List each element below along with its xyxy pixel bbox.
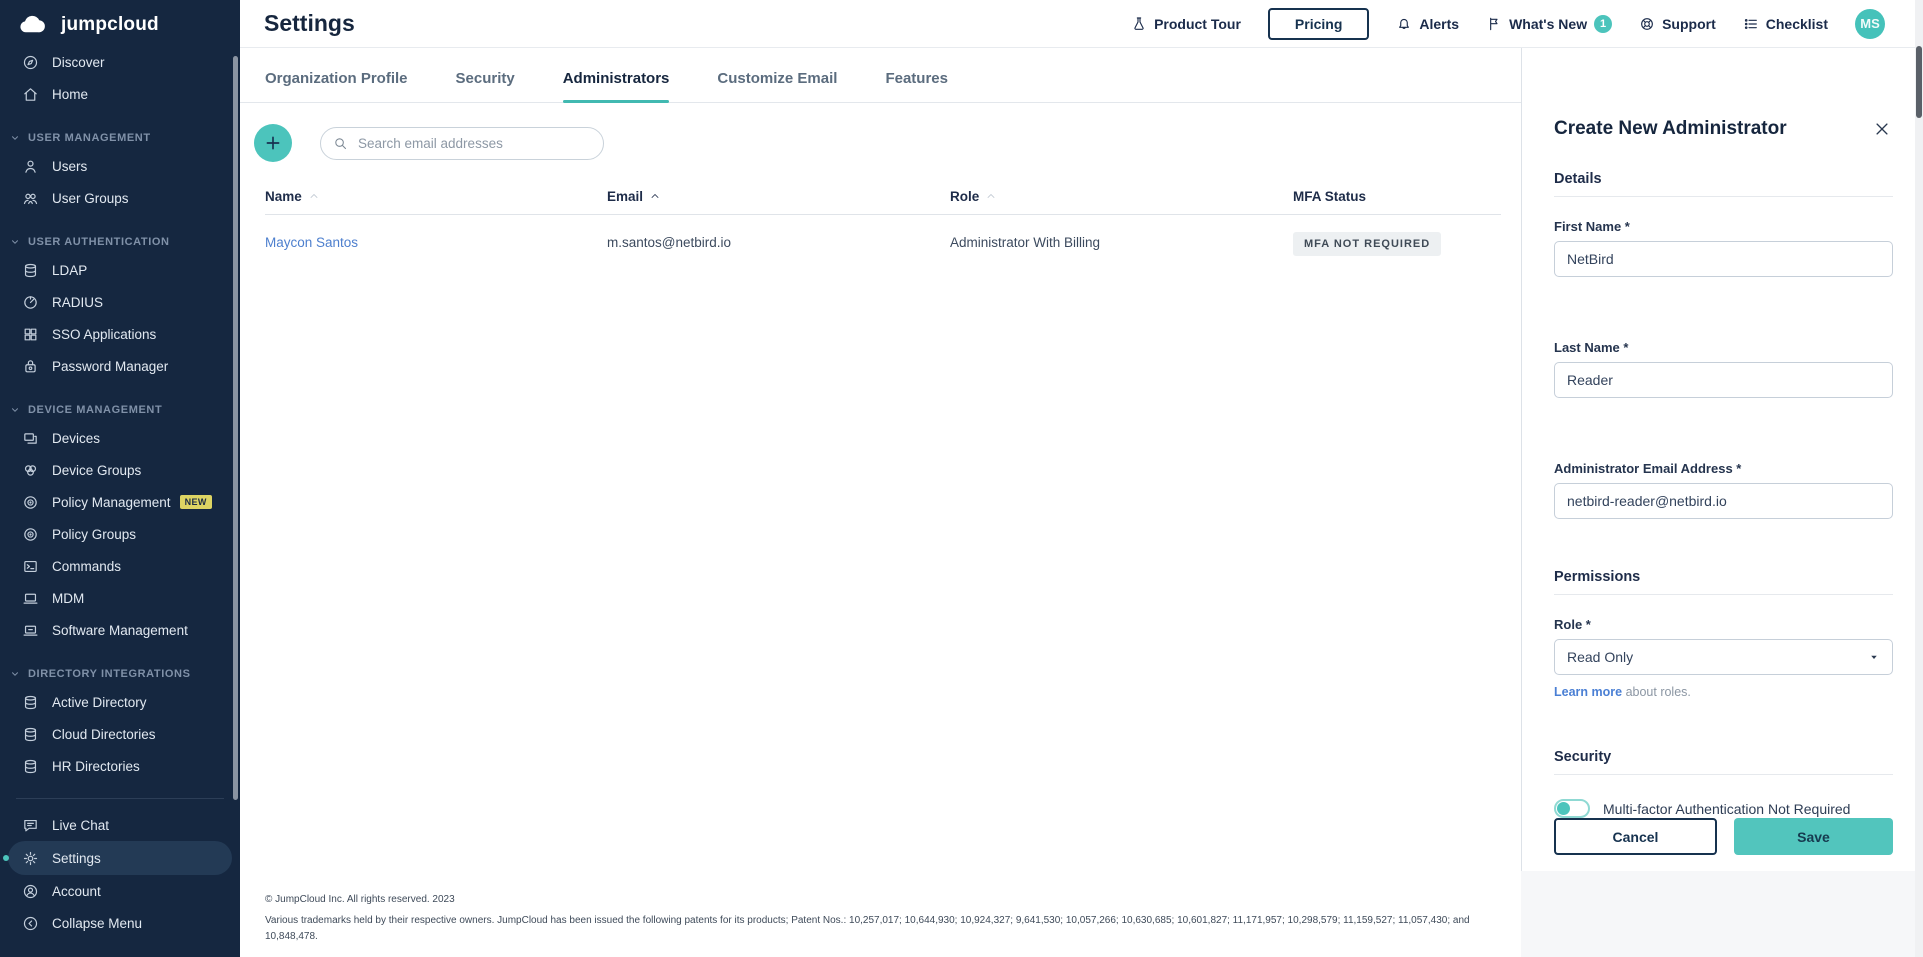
- sidebar-item-label: Discover: [52, 54, 105, 70]
- sidebar-item-account[interactable]: [0, 875, 240, 907]
- tab-organization-profile[interactable]: Organization Profile: [265, 70, 408, 87]
- column-label: Email: [607, 188, 644, 204]
- sidebar-item-sso-applications[interactable]: [0, 318, 240, 350]
- tab-security[interactable]: Security: [455, 70, 515, 87]
- user-icon: [22, 158, 39, 175]
- sidebar-item-settings[interactable]: [8, 841, 232, 875]
- admin-role: Administrator With Billing: [950, 234, 1101, 250]
- sidebar-section-label: DIRECTORY INTEGRATIONS: [28, 668, 191, 680]
- sidebar-nav: [0, 46, 240, 782]
- sidebar-item-software-management[interactable]: [0, 614, 240, 646]
- copyright-text: © JumpCloud Inc. All rights reserved. 2023: [265, 894, 455, 905]
- radius-icon: [22, 294, 39, 311]
- footer: [240, 894, 1521, 957]
- mfa-toggle-knob: [1557, 802, 1570, 815]
- last-name-field[interactable]: [1554, 362, 1893, 398]
- sidebar-section-label: USER AUTHENTICATION: [28, 236, 170, 248]
- search-input[interactable]: [320, 127, 604, 160]
- sidebar-item-label: Commands: [52, 558, 122, 574]
- patents-text: Various trademarks held by their respective owners. JumpCloud has been issued the following patents for its products; Patent Nos.: 10,257,017; 10,644,930; 10,924,327; 9,641,530; 10,057,266; 10,630,685; 10,601,827; 11,171,957; 10,298,579; 11,159,527; 11,057,430; and 10,848,478.: [265, 915, 1470, 942]
- sidebar-item-users[interactable]: [0, 150, 240, 182]
- bell-icon: [1396, 16, 1412, 32]
- security-heading: Security: [1554, 749, 1893, 775]
- lock-icon: [22, 358, 39, 375]
- checklist-button[interactable]: [1743, 16, 1828, 32]
- sidebar-item-label: Collapse Menu: [52, 915, 143, 931]
- column-header-mfa-status: [1293, 189, 1521, 204]
- sidebar-section-user-management[interactable]: [10, 132, 240, 144]
- sidebar-scrollbar[interactable]: [233, 56, 238, 800]
- column-header-role[interactable]: [950, 189, 1293, 204]
- sidebar-item-active-directory[interactable]: [0, 686, 240, 718]
- tab-administrators[interactable]: Administrators: [563, 70, 670, 102]
- header-actions: [1131, 8, 1885, 40]
- mfa-row: [1554, 799, 1893, 818]
- search-icon: [333, 136, 348, 151]
- chevron-down-icon: [10, 237, 20, 247]
- product-tour-button[interactable]: [1131, 16, 1241, 32]
- target-icon: [22, 526, 39, 543]
- first-name-label: First Name *: [1554, 219, 1630, 234]
- flask-icon: [1131, 16, 1147, 32]
- support-label: Support: [1662, 15, 1716, 32]
- caret-down-icon: [1868, 651, 1880, 663]
- sidebar-divider: [16, 798, 224, 799]
- page-scrollbar-thumb[interactable]: [1916, 46, 1922, 118]
- cancel-button[interactable]: Cancel: [1554, 818, 1717, 855]
- checklist-icon: [1743, 16, 1759, 32]
- sort-ascending-icon: [308, 190, 320, 202]
- tab-features[interactable]: Features: [885, 70, 948, 87]
- sidebar-item-label: Active Directory: [52, 694, 147, 710]
- collapse-icon: [22, 915, 39, 932]
- mfa-toggle-label: Multi-factor Authentication Not Required: [1603, 800, 1851, 817]
- sidebar-item-device-groups[interactable]: [0, 454, 240, 486]
- column-header-email[interactable]: [607, 189, 950, 204]
- sidebar-item-label: Device Groups: [52, 462, 142, 478]
- sidebar-item-radius[interactable]: [0, 286, 240, 318]
- home-icon: [22, 86, 39, 103]
- sidebar-item-label: Users: [52, 158, 88, 174]
- sidebar-item-label: Account: [52, 883, 101, 899]
- role-help-suffix: about roles.: [1622, 685, 1691, 699]
- last-name-label: Last Name *: [1554, 340, 1629, 355]
- search-field: [320, 127, 604, 160]
- sidebar-item-label: Settings: [52, 850, 101, 866]
- sidebar-section-device-management[interactable]: [10, 404, 240, 416]
- administrators-table: [240, 178, 1521, 269]
- sort-ascending-icon: [985, 190, 997, 202]
- compass-icon: [22, 54, 39, 71]
- sidebar-item-label: Home: [52, 86, 89, 102]
- sidebar-item-policy-groups[interactable]: [0, 518, 240, 550]
- role-select[interactable]: [1554, 639, 1893, 675]
- role-group: [1554, 617, 1893, 699]
- database-icon: [22, 726, 39, 743]
- mfa-status-badge: MFA NOT REQUIRED: [1293, 232, 1441, 256]
- sidebar-section-user-authentication[interactable]: [10, 236, 240, 248]
- sidebar-item-ldap[interactable]: [0, 254, 240, 286]
- sort-ascending-icon: [649, 190, 661, 202]
- main-content: [240, 48, 1521, 957]
- alerts-button[interactable]: [1396, 16, 1459, 32]
- new-badge: NEW: [180, 495, 212, 509]
- sidebar-item-devices[interactable]: [0, 422, 240, 454]
- table-row: [240, 215, 1521, 269]
- role-label: Role *: [1554, 617, 1591, 632]
- role-selected-value: Read Only: [1567, 649, 1634, 665]
- sidebar-item-label: LDAP: [52, 262, 88, 278]
- active-indicator-dot: [3, 855, 9, 861]
- account-icon: [22, 883, 39, 900]
- table-body: [240, 215, 1521, 269]
- first-name-group: [1554, 219, 1893, 277]
- database-icon: [22, 262, 39, 279]
- sidebar-item-user-groups[interactable]: [0, 182, 240, 214]
- toolbar: [254, 124, 1521, 162]
- column-label: MFA Status: [1293, 188, 1367, 204]
- plus-icon: [264, 134, 282, 152]
- sidebar-item-home[interactable]: [0, 78, 240, 110]
- sidebar-item-hr-directories[interactable]: [0, 750, 240, 782]
- jumpcloud-cloud-icon: [18, 15, 52, 36]
- admin-email: m.santos@netbird.io: [607, 234, 732, 250]
- learn-more-link[interactable]: Learn more: [1554, 685, 1623, 699]
- sidebar-section-label: USER MANAGEMENT: [28, 132, 151, 144]
- alerts-label: Alerts: [1419, 15, 1460, 32]
- panel-column: [1521, 48, 1923, 957]
- sidebar-item-label: MDM: [52, 590, 85, 606]
- terminal-icon: [22, 558, 39, 575]
- users-icon: [22, 190, 39, 207]
- sidebar-item-mdm[interactable]: [0, 582, 240, 614]
- mfa-toggle[interactable]: [1554, 799, 1590, 818]
- gear-icon: [22, 850, 39, 867]
- tabs: [240, 48, 1521, 103]
- email-group: [1554, 461, 1893, 519]
- sidebar-item-policy-management[interactable]: [0, 486, 240, 518]
- laptop-icon: [22, 590, 39, 607]
- sidebar-section-label: DEVICE MANAGEMENT: [28, 404, 163, 416]
- first-name-field[interactable]: [1554, 241, 1893, 277]
- create-administrator-panel: [1521, 48, 1923, 871]
- panel-buttons: [1554, 818, 1893, 855]
- permissions-heading: Permissions: [1554, 569, 1893, 595]
- sidebar-item-collapse-menu[interactable]: [0, 907, 240, 939]
- sidebar-item-label: HR Directories: [52, 758, 140, 774]
- sidebar-item-live-chat[interactable]: [0, 809, 240, 841]
- chevron-down-icon: [10, 133, 20, 143]
- sidebar: [0, 0, 240, 957]
- sidebar-item-label: Policy Management: [52, 494, 171, 510]
- admin-email-field[interactable]: [1554, 483, 1893, 519]
- avatar[interactable]: MS: [1855, 9, 1885, 39]
- save-button[interactable]: Save: [1734, 818, 1893, 855]
- table-header-row: [240, 178, 1521, 214]
- chat-icon: [22, 817, 39, 834]
- sidebar-item-commands[interactable]: [0, 550, 240, 582]
- target-icon: [22, 494, 39, 511]
- last-name-group: [1554, 340, 1893, 398]
- whats-new-button[interactable]: [1486, 15, 1612, 33]
- sidebar-footer-nav: [0, 809, 240, 939]
- tab-customize-email[interactable]: Customize Email: [717, 70, 838, 87]
- page-scrollbar[interactable]: [1915, 0, 1923, 957]
- admin-name-link[interactable]: Maycon Santos: [265, 234, 359, 250]
- sidebar-item-label: Policy Groups: [52, 526, 137, 542]
- role-help-text: [1554, 685, 1893, 699]
- whats-new-count-badge: 1: [1594, 15, 1612, 33]
- column-label: Role: [950, 188, 980, 204]
- sidebar-item-discover[interactable]: [0, 46, 240, 78]
- column-header-name[interactable]: [265, 189, 607, 204]
- close-panel-button[interactable]: [1871, 118, 1893, 143]
- jumpcloud-logo[interactable]: [0, 0, 240, 46]
- sidebar-item-password-manager[interactable]: [0, 350, 240, 382]
- add-administrator-button[interactable]: [254, 124, 292, 162]
- lifebuoy-icon: [1639, 16, 1655, 32]
- software-icon: [22, 622, 39, 639]
- checklist-label: Checklist: [1765, 15, 1828, 32]
- panel-title: Create New Administrator: [1554, 118, 1787, 139]
- page-title: Settings: [264, 10, 355, 36]
- chevron-down-icon: [10, 669, 20, 679]
- venn-icon: [22, 462, 39, 479]
- email-label: Administrator Email Address *: [1554, 461, 1742, 476]
- sidebar-section-directory-integrations[interactable]: [10, 668, 240, 680]
- sidebar-item-label: User Groups: [52, 190, 129, 206]
- whats-new-label: What's New: [1509, 15, 1588, 32]
- column-label: Name: [265, 188, 302, 204]
- chevron-down-icon: [10, 405, 20, 415]
- product-tour-label: Product Tour: [1154, 15, 1241, 32]
- database-icon: [22, 694, 39, 711]
- logo-text: jumpcloud: [61, 14, 159, 35]
- database-icon: [22, 758, 39, 775]
- sidebar-item-label: Devices: [52, 430, 101, 446]
- devices-icon: [22, 430, 39, 447]
- support-button[interactable]: [1639, 16, 1716, 32]
- close-icon: [1873, 120, 1891, 138]
- sidebar-item-label: SSO Applications: [52, 326, 157, 342]
- sidebar-item-label: Cloud Directories: [52, 726, 156, 742]
- sidebar-item-label: Live Chat: [52, 817, 110, 833]
- sidebar-item-label: Password Manager: [52, 358, 169, 374]
- sidebar-item-label: Software Management: [52, 622, 188, 638]
- pricing-button[interactable]: Pricing: [1268, 8, 1369, 40]
- flag-icon: [1486, 16, 1502, 32]
- sidebar-item-label: RADIUS: [52, 294, 104, 310]
- grid-icon: [22, 326, 39, 343]
- details-heading: Details: [1554, 171, 1893, 197]
- top-header: [240, 0, 1923, 48]
- sidebar-item-cloud-directories[interactable]: [0, 718, 240, 750]
